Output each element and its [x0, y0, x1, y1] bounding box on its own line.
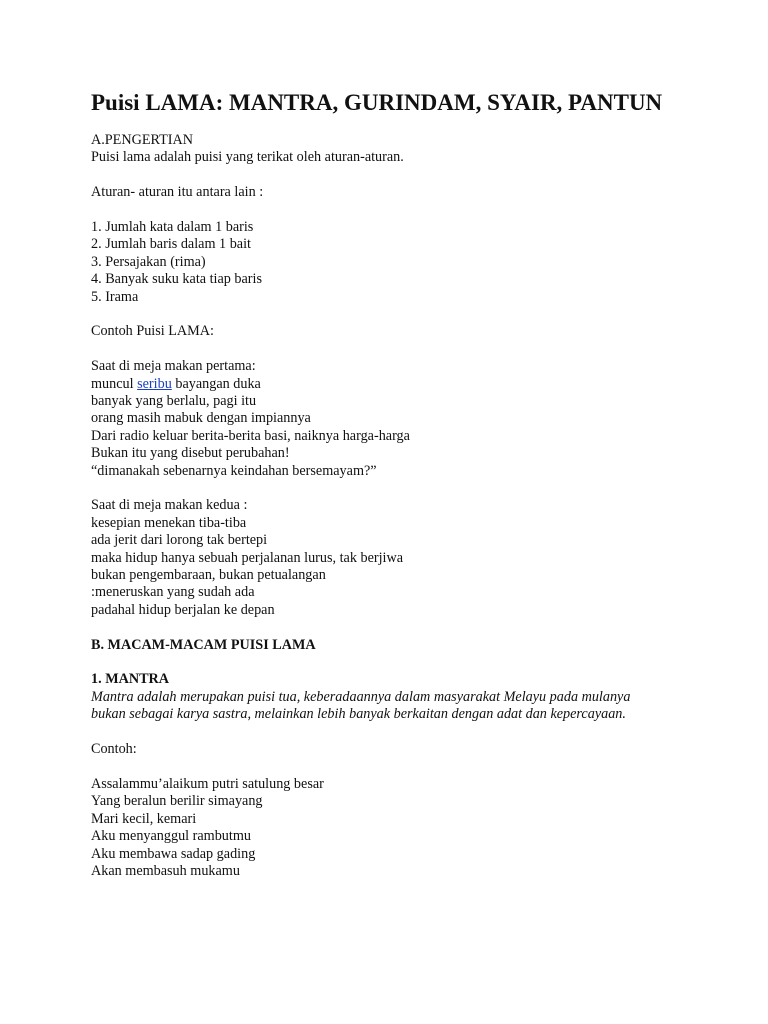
spacer [91, 654, 751, 671]
rules-intro: Aturan- aturan itu antara lain : [91, 184, 264, 201]
spacer [91, 480, 751, 497]
poem1-line: Bukan itu yang disebut perubahan! [91, 445, 290, 462]
poem2-line: padahal hidup berjalan ke depan [91, 601, 275, 618]
spacer [91, 306, 751, 323]
poem2-line: bukan pengembaraan, bukan petualangan [91, 567, 326, 584]
mantra-example-label: Contoh: [91, 741, 137, 758]
rule-item: 3. Persajakan (rima) [91, 253, 206, 270]
spacer [91, 167, 751, 184]
poem1-line: banyak yang berlalu, pagi itu [91, 393, 257, 410]
document-title: Puisi LAMA: MANTRA, GURINDAM, SYAIR, PANTUN [91, 90, 663, 115]
example-heading: Contoh Puisi LAMA: [91, 323, 214, 340]
seribu-link[interactable]: seribu [137, 375, 172, 392]
document-page [91, 88, 751, 880]
mantra-example-line: Aku menyanggul rambutmu [91, 828, 251, 845]
spacer [91, 341, 751, 358]
poem2-line: ada jerit dari lorong tak bertepi [91, 532, 268, 549]
rule-item: 4. Banyak suku kata tiap baris [91, 271, 262, 288]
spacer [91, 724, 751, 741]
poem1-text: muncul [91, 375, 138, 392]
poem2-line: kesepian menekan tiba-tiba [91, 514, 247, 531]
mantra-example-line: Assalammu’alaikum putri satulung besar [91, 775, 324, 792]
poem1-line: Dari radio keluar berita-berita basi, naiknya harga-harga [91, 427, 410, 444]
spacer [91, 619, 751, 636]
poem1-text: bayangan duka [171, 375, 261, 392]
mantra-heading: 1. MANTRA [91, 671, 170, 688]
mantra-example-line: Akan membasuh mukamu [91, 862, 240, 879]
spacer [91, 759, 751, 776]
mantra-example-line: Mari kecil, kemari [91, 810, 197, 827]
rule-item: 1. Jumlah kata dalam 1 baris [91, 219, 254, 235]
rule-item: 5. Irama [91, 288, 139, 305]
mantra-example-line: Aku membawa sadap gading [91, 845, 256, 862]
mantra-example-line: Yang beralun berilir simayang [91, 793, 263, 810]
poem2-line: :meneruskan yang sudah ada [91, 584, 255, 601]
rule-item: 2. Jumlah baris dalam 1 bait [91, 236, 251, 253]
poem1-line-with-link [91, 376, 751, 393]
definition-text: Puisi lama adalah puisi yang terikat oleh aturan-aturan. [91, 149, 404, 166]
section-a-heading: A.PENGERTIAN [91, 132, 193, 148]
mantra-description: Mantra adalah merupakan puisi tua, keberadaannya dalam masyarakat Melayu pada mulanya [91, 688, 631, 705]
poem1-line: Saat di meja makan pertama: [91, 358, 256, 375]
section-b-heading: B. MACAM-MACAM PUISI LAMA [91, 636, 316, 653]
poem2-line: maka hidup hanya sebuah perjalanan lurus, tak berjiwa [91, 549, 404, 566]
poem1-line: orang masih mabuk dengan impiannya [91, 410, 311, 427]
poem2-line: Saat di meja makan kedua : [91, 497, 248, 514]
poem1-line: “dimanakah sebenarnya keindahan bersemayam?” [91, 462, 377, 479]
mantra-description: bukan sebagai karya sastra, melainkan lebih banyak berkaitan dengan adat dan kepercayaan. [91, 706, 626, 723]
spacer [91, 202, 751, 219]
